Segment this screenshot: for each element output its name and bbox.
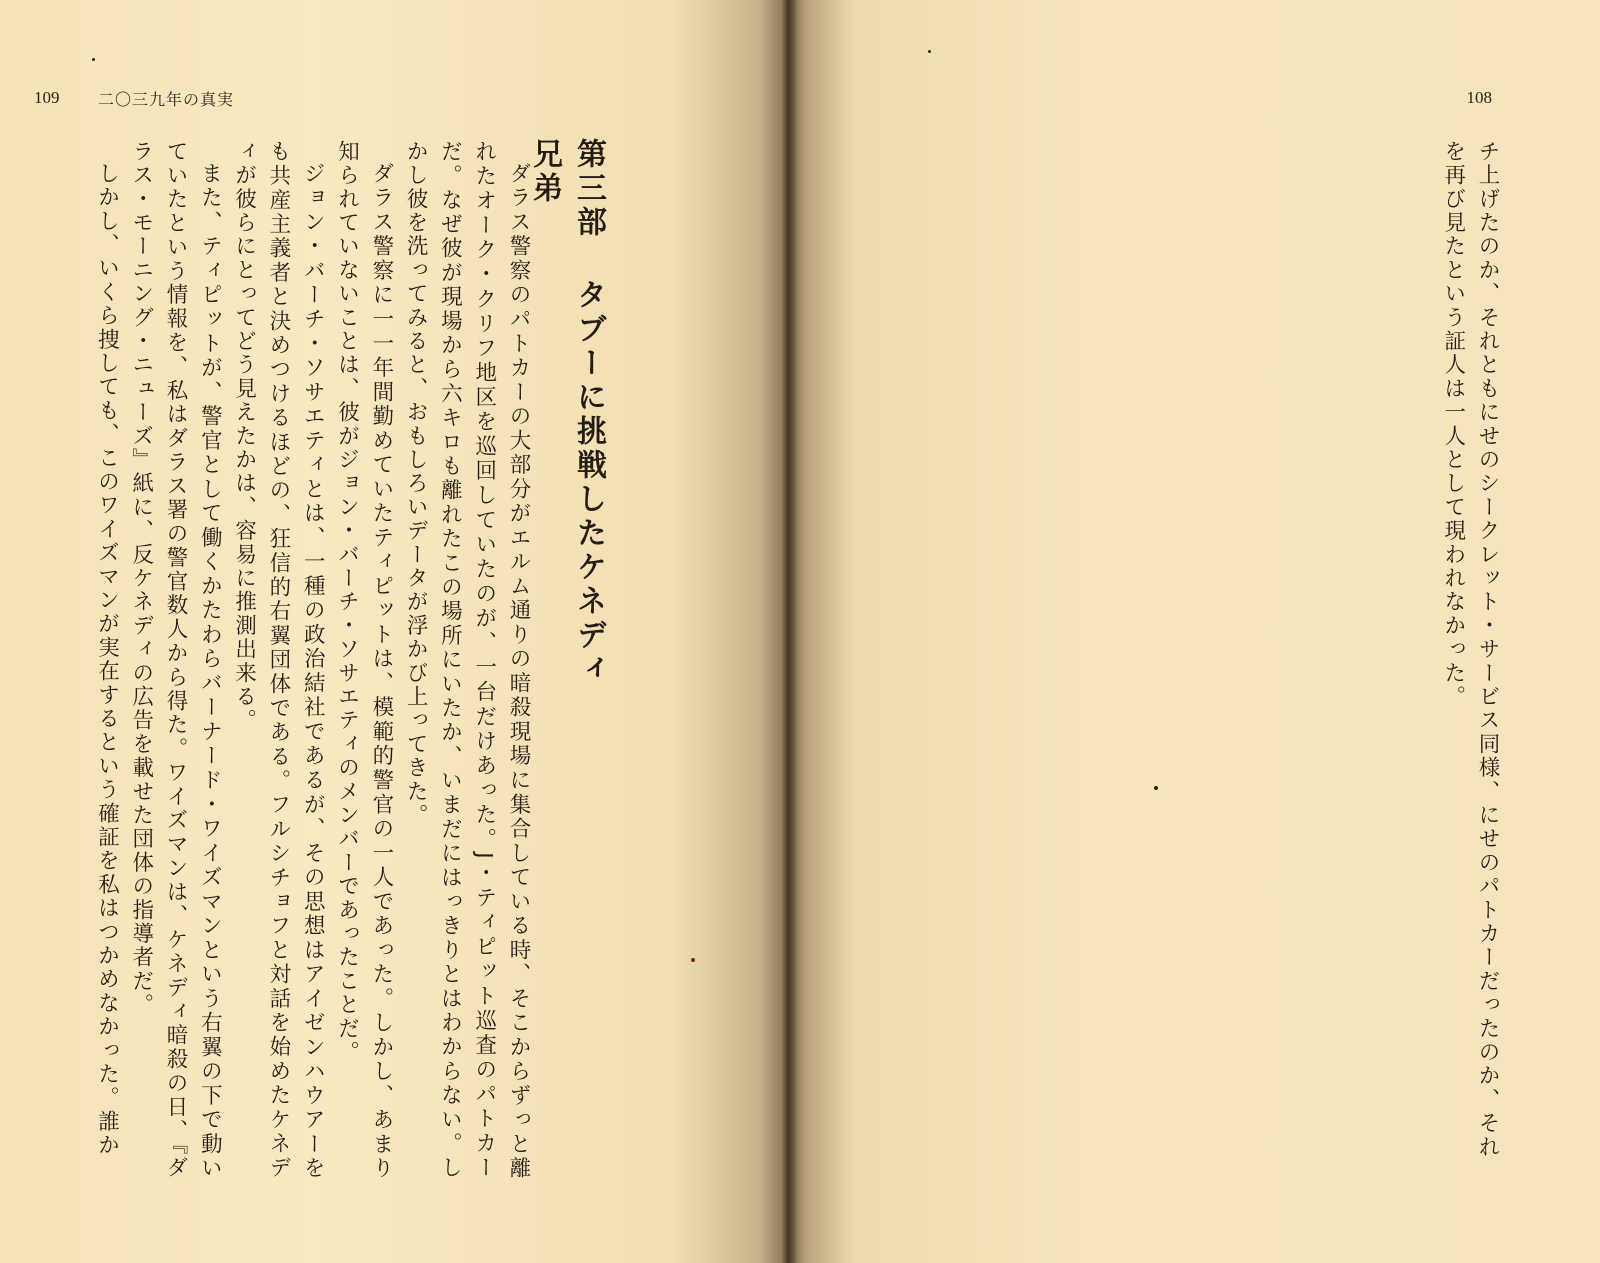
paragraph: ダラス警察のパトカーの大部分がエルム通りの暗殺現場に集合している時、そこからずっと離れたオーク・クリフ地区を巡回していたのが、一台だけあった。J・ティピット巡査のパトカーだ。なぜ彼が現場から六キロも離れたこの場所にいたか、いまだにはっきりとはわからない。しかし彼を洗ってみると、おもしろいデータが浮かび上ってきた。	[403, 140, 531, 1180]
paragraph: また、ティピットが、警官として働くかたわらバーナード・ワイズマンという右翼の下で動いていたという情報を、私はダラス署の警官数人から得た。ワイズマンは、ケネディ暗殺の日、『ダラス・モーニング・ニューズ』紙に、反ケネディの広告を載せた団体の指導者だ。	[128, 140, 223, 1180]
left-page	[0, 0, 790, 1263]
paper-speck	[928, 50, 931, 53]
chapter-title: タブーに挑戦したケネディ兄弟	[527, 138, 606, 687]
right-body-text	[1424, 140, 1504, 1180]
paragraph: しかし、いくら捜しても、このワイズマンが実在するという確証を私はつかめなかった。誰か	[94, 161, 120, 1157]
paper-speck	[691, 958, 695, 962]
paper-speck	[1154, 786, 1158, 790]
page-number-right: 108	[1466, 88, 1492, 107]
text-line: を再び見たという証人は一人として現われなかった。	[1440, 140, 1466, 709]
paper-speck	[92, 58, 95, 61]
text-line: チ上げたのか、それともにせのシークレット・サービス同様、にせのパトカーだったのか、それ	[1475, 140, 1500, 1160]
right-page	[790, 0, 1600, 1263]
chapter-heading	[527, 138, 610, 698]
page-number-left: 109	[34, 88, 60, 107]
left-body-text	[94, 140, 535, 1180]
running-head: 二〇三九年の真実	[98, 90, 235, 109]
paragraph: ダラス警察に一一年間勤めていたティピットは、模範的警官の一人であった。しかし、あまり知られていないことは、彼がジョン・バーチ・ソサエティのメンバーであったことだ。	[334, 140, 394, 1180]
chapter-part: 第三部	[571, 138, 606, 240]
paragraph: ジョン・バーチ・ソサエティとは、一種の政治結社であるが、その思想はアイゼンハウアーをも共産主義者と決めつけるほどの、狂信的右翼団体である。フルシチョフと対話を始めたケネディが彼らにとってどう見えたかは、容易に推測出来る。	[231, 140, 326, 1180]
book-gutter	[782, 0, 796, 1263]
